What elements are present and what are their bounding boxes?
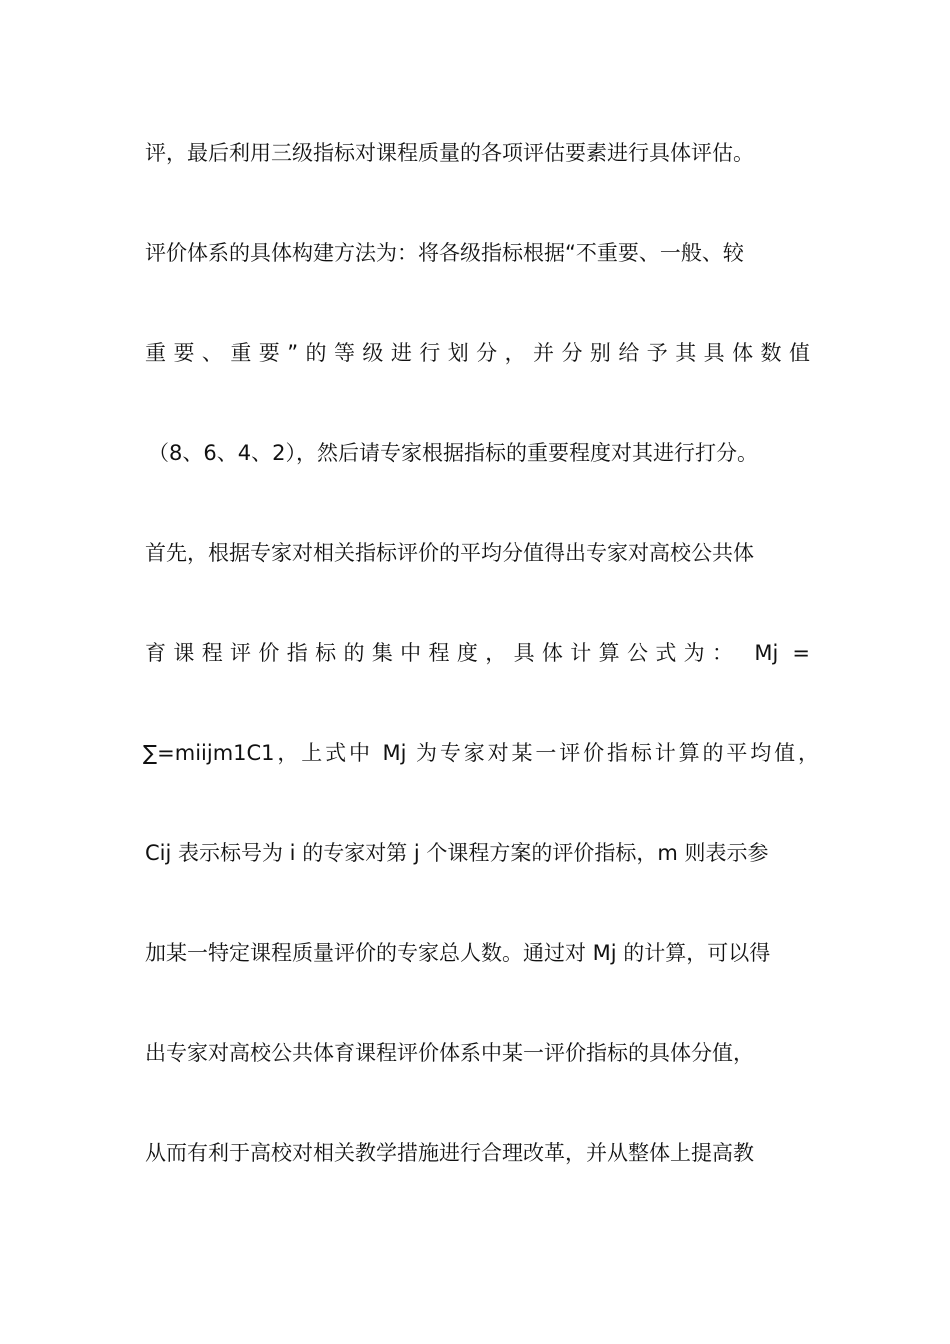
paragraph-line: 首先，根据专家对相关指标评价的平均分值得出专家对高校公共体 [145, 541, 754, 565]
paragraph-line: 加某一特定课程质量评价的专家总人数。通过对 Mj 的计算，可以得 [145, 941, 771, 965]
paragraph-line: （8、6、4、2），然后请专家根据指标的重要程度对其进行打分。 [148, 441, 758, 465]
paragraph-line: 重要、重要”的等级进行划分，并分别给予其具体数值 [145, 341, 810, 365]
paragraph-line: Cij 表示标号为 i 的专家对第 j 个课程方案的评价指标，m 则表示参 [145, 841, 769, 865]
paragraph-line: 从而有利于高校对相关教学措施进行合理改革，并从整体上提高教 [145, 1141, 754, 1165]
paragraph-line: 评价体系的具体构建方法为：将各级指标根据“不重要、一般、较 [145, 241, 744, 265]
paragraph-line: 评，最后利用三级指标对课程质量的各项评估要素进行具体评估。 [145, 141, 754, 165]
paragraph-line: 出专家对高校公共体育课程评价体系中某一评价指标的具体分值， [145, 1041, 754, 1065]
paragraph-line: ∑=miijm1C1，上式中 Mj 为专家对某一评价指标计算的平均值， [143, 741, 819, 765]
paragraph-line: 育课程评价指标的集中程度，具体计算公式为： Mj = [145, 641, 810, 665]
